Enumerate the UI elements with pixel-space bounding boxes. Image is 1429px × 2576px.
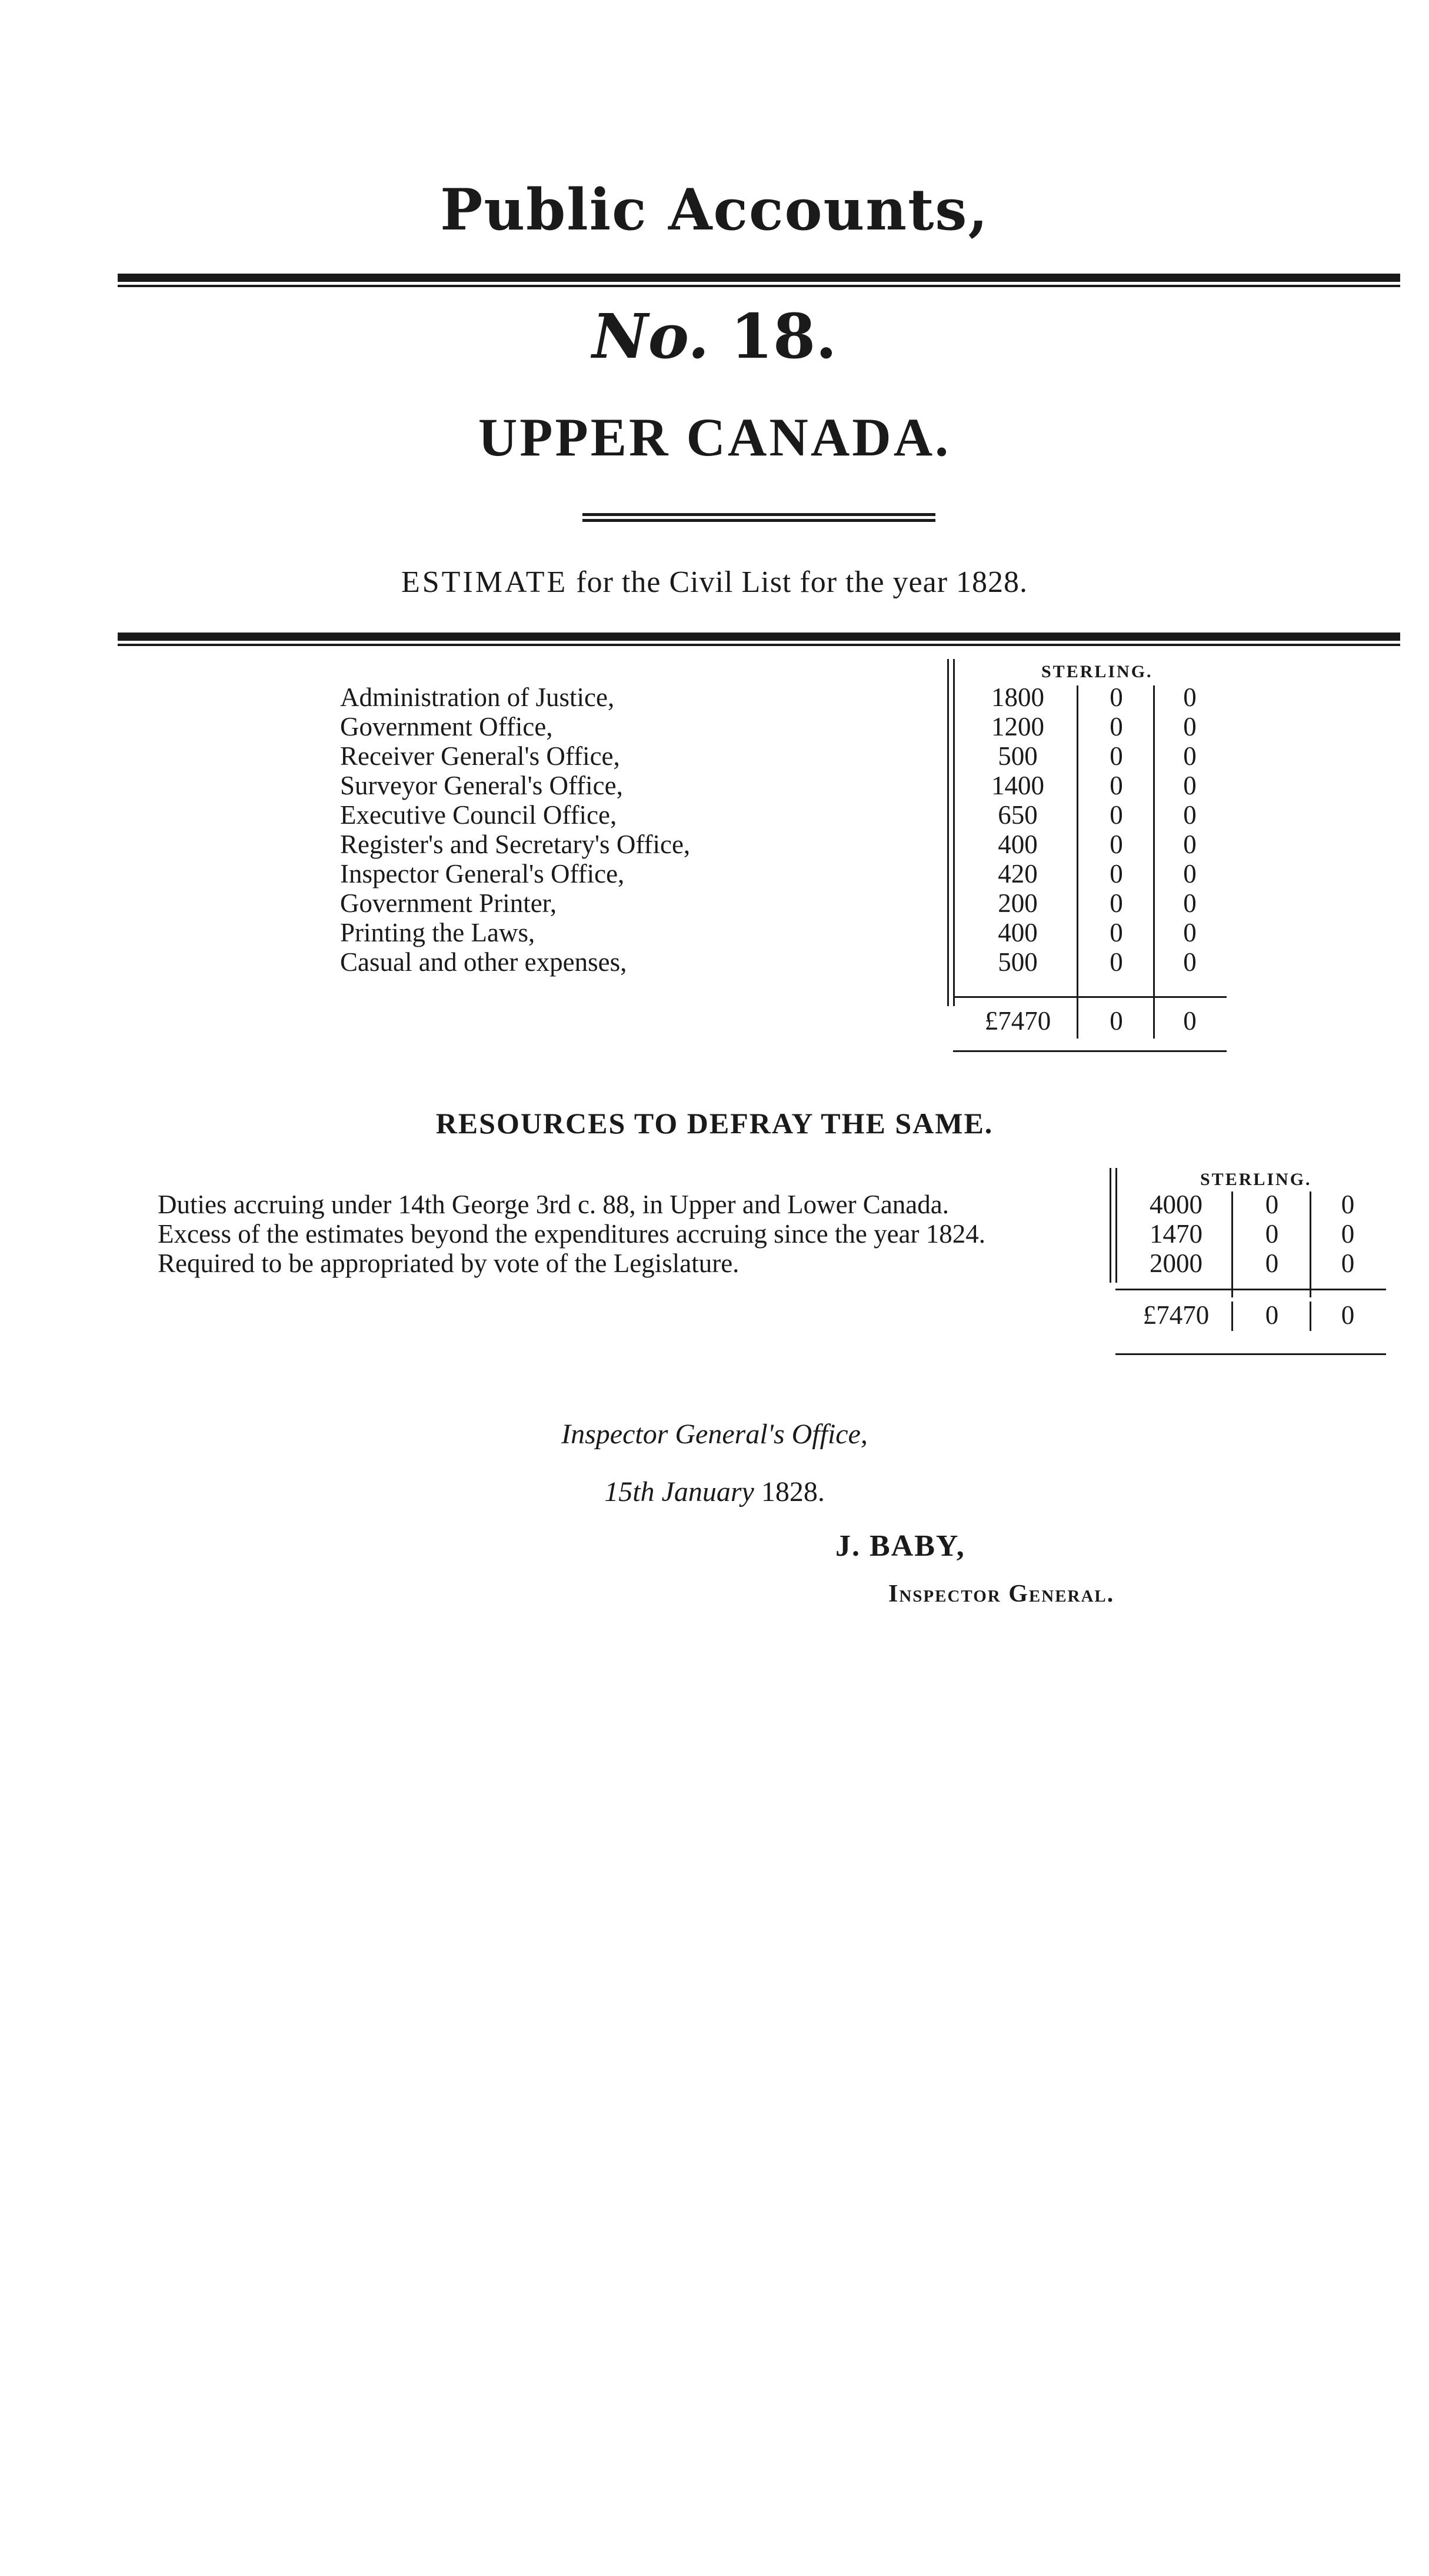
- resources-total-divider-1: [1231, 1302, 1233, 1331]
- resources-item: Required to be appropriated by vote of the Legislature.: [158, 1249, 740, 1278]
- civil-list-shillings-column: [1080, 683, 1153, 977]
- mini-rule-bottom: [582, 519, 935, 522]
- resources-left-rule-inner: [1115, 1168, 1117, 1283]
- civil-list-item: Inspector General's Office,: [340, 859, 625, 888]
- shillings-cell: 0: [1110, 771, 1123, 800]
- civil-list-currency-label: STERLING.: [1041, 662, 1153, 681]
- resources-item: Duties accruing under 14th George 3rd c. 88, in Upper and Lower Canada.: [158, 1190, 949, 1219]
- civil-list-item: Surveyor General's Office,: [340, 771, 623, 800]
- civil-list-total-shillings: 0: [1110, 1006, 1123, 1036]
- resources-items: [158, 1190, 985, 1278]
- pence-cell: 0: [1183, 741, 1197, 771]
- signature-office: Inspector General's Office,: [561, 1419, 868, 1450]
- civil-list-pounds-column: [959, 683, 1077, 977]
- document-title: Public Accounts,: [440, 177, 989, 243]
- civil-list-pence-column: [1156, 683, 1224, 977]
- shillings-cell: 0: [1110, 741, 1123, 771]
- signature-date-day: 15th January: [604, 1476, 754, 1507]
- pounds-cell: 400: [998, 918, 1038, 947]
- resources-pounds-column: [1121, 1190, 1231, 1278]
- pounds-cell: 200: [998, 888, 1038, 918]
- resources-divider-1: [1231, 1192, 1233, 1297]
- resources-total-divider-2: [1310, 1302, 1311, 1331]
- pence-cell: 0: [1183, 859, 1197, 888]
- resources-pence-column: [1313, 1190, 1383, 1278]
- estimate-rest: for the Civil List for the year 1828.: [568, 565, 1028, 599]
- pence-cell: 0: [1341, 1219, 1355, 1249]
- resources-total-rule: [1115, 1353, 1386, 1355]
- shillings-cell: 0: [1265, 1190, 1279, 1219]
- shillings-cell: 0: [1110, 947, 1123, 977]
- resources-divider-2: [1310, 1192, 1311, 1297]
- shillings-cell: 0: [1110, 859, 1123, 888]
- pounds-cell: 1470: [1150, 1219, 1203, 1249]
- pounds-cell: 1200: [991, 712, 1044, 741]
- jurisdiction-heading: UPPER CANADA.: [478, 407, 951, 467]
- civil-list-item: Register's and Secretary's Office,: [340, 830, 691, 859]
- civil-list-items: [340, 683, 690, 977]
- pounds-cell: 500: [998, 947, 1038, 977]
- pounds-cell: 1400: [991, 771, 1044, 800]
- estimate-lead: ESTIMATE: [401, 565, 568, 599]
- pence-cell: 0: [1183, 683, 1197, 712]
- resources-item: Excess of the estimates beyond the expenditures accruing since the year 1824.: [158, 1219, 986, 1249]
- shillings-cell: 0: [1110, 918, 1123, 947]
- signature-date-year: 1828.: [754, 1476, 825, 1507]
- civil-list-left-rule-inner: [953, 659, 955, 1006]
- civil-list-item: Administration of Justice,: [340, 683, 615, 712]
- pence-cell: 0: [1183, 888, 1197, 918]
- signature-date: [0, 1476, 1429, 1508]
- civil-list-divider-1: [1077, 685, 1078, 1039]
- civil-list-item: Government Printer,: [340, 888, 557, 918]
- civil-list-left-rule: [947, 659, 949, 1006]
- civil-list-total-pounds: £7470: [984, 1006, 1051, 1036]
- number-value: 18.: [730, 300, 837, 372]
- resources-shillings-column: [1234, 1190, 1310, 1278]
- resources-total-pounds: £7470: [1142, 1300, 1210, 1330]
- pounds-cell: 2000: [1150, 1249, 1203, 1278]
- pounds-cell: 650: [998, 800, 1038, 830]
- number-prefix: No.: [592, 300, 709, 372]
- pence-cell: 0: [1341, 1249, 1355, 1278]
- resources-total-shillings: 0: [1265, 1300, 1279, 1330]
- resources-sum-rule: [1115, 1289, 1386, 1290]
- pence-cell: 0: [1183, 800, 1197, 830]
- pence-cell: 0: [1341, 1190, 1355, 1219]
- shillings-cell: 0: [1110, 800, 1123, 830]
- header-rule-thin: [118, 285, 1400, 287]
- civil-list-item: Receiver General's Office,: [340, 741, 620, 771]
- civil-list-item: Printing the Laws,: [340, 918, 535, 947]
- pence-cell: 0: [1183, 918, 1197, 947]
- civil-list-item: Executive Council Office,: [340, 800, 617, 830]
- civil-list-divider-2: [1153, 685, 1155, 1039]
- estimate-rule-thick: [118, 633, 1400, 641]
- shillings-cell: 0: [1110, 683, 1123, 712]
- resources-total-pence: 0: [1341, 1300, 1355, 1330]
- pounds-cell: 1800: [991, 683, 1044, 712]
- signature-role: Inspector General.: [888, 1580, 1115, 1607]
- resources-left-rule: [1110, 1168, 1111, 1283]
- resources-currency-label: STERLING.: [1200, 1170, 1312, 1189]
- header-rule-thick: [118, 274, 1400, 282]
- pounds-cell: 400: [998, 830, 1038, 859]
- civil-list-item: Government Office,: [340, 712, 553, 741]
- pence-cell: 0: [1183, 712, 1197, 741]
- pounds-cell: 500: [998, 741, 1038, 771]
- pounds-cell: 4000: [1150, 1190, 1203, 1219]
- civil-list-item: Casual and other expenses,: [340, 947, 627, 977]
- document-number: [0, 300, 1429, 372]
- mini-rule-top: [582, 513, 935, 516]
- estimate-rule-thin: [118, 644, 1400, 646]
- resources-heading: RESOURCES TO DEFRAY THE SAME.: [435, 1107, 994, 1140]
- estimate-heading: [0, 565, 1429, 600]
- pence-cell: 0: [1183, 947, 1197, 977]
- pence-cell: 0: [1183, 830, 1197, 859]
- shillings-cell: 0: [1110, 888, 1123, 918]
- pounds-cell: 420: [998, 859, 1038, 888]
- civil-list-total-pence: 0: [1183, 1006, 1197, 1036]
- civil-list-sum-rule: [953, 996, 1227, 998]
- shillings-cell: 0: [1110, 830, 1123, 859]
- pence-cell: 0: [1183, 771, 1197, 800]
- shillings-cell: 0: [1265, 1219, 1279, 1249]
- shillings-cell: 0: [1265, 1249, 1279, 1278]
- civil-list-total-rule: [953, 1050, 1227, 1052]
- shillings-cell: 0: [1110, 712, 1123, 741]
- signature-name: J. BABY,: [835, 1529, 965, 1563]
